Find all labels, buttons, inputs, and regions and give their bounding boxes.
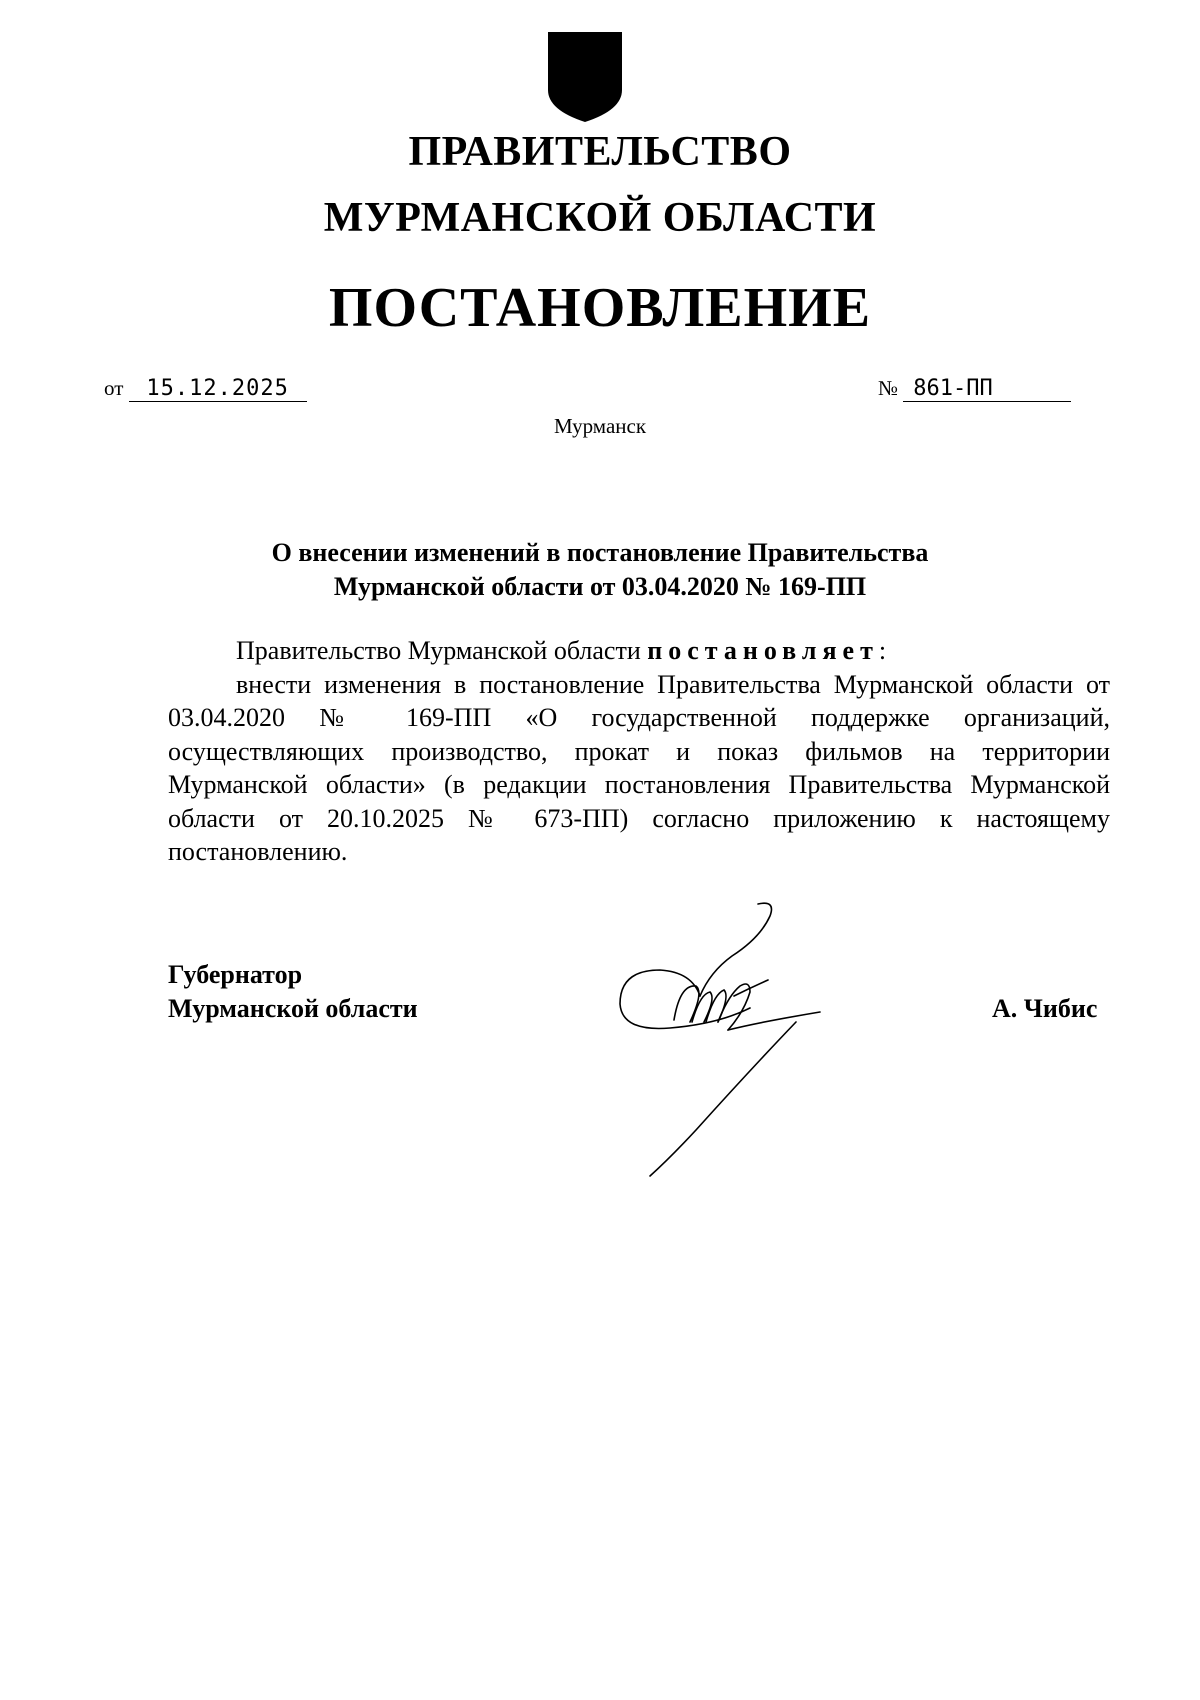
handwritten-signature-icon — [600, 900, 860, 1180]
decree-word: постановляет — [647, 636, 879, 665]
main-paragraph: внести изменения в постановление Правительства Мурманской области от 03.04.2020 № 169-ПП «О государственной поддержке организаций, осуществляющих производство, прокат и показ фильмов на территории Мурманской области» (в редакции постановления Правительства Мурманской области от 20.10.2025 № 673-ПП) согласно приложению к настоящему постановлению. — [168, 669, 1110, 866]
decree-intro: Правительство Мурманской области — [236, 636, 641, 665]
coat-of-arms-icon — [544, 28, 626, 124]
document-subject — [0, 536, 1200, 604]
decree-line — [168, 634, 1110, 668]
government-title-line1: ПРАВИТЕЛЬСТВО — [408, 129, 792, 175]
document-number — [878, 376, 1071, 402]
date-prefix: от — [104, 376, 124, 400]
document-date — [104, 376, 307, 402]
government-title-line2: МУРМАНСКОЙ ОБЛАСТИ — [323, 195, 877, 241]
subject-line1: О внесении изменений в постановление Правительства — [271, 538, 929, 567]
number-prefix: № — [878, 376, 899, 400]
date-value: 15.12.2025 — [129, 377, 307, 402]
signatory-name: А. Чибис — [992, 994, 1098, 1023]
decree-colon: : — [878, 636, 887, 665]
document-body — [168, 634, 1110, 869]
number-value: 861-ПП — [903, 377, 1071, 402]
position-line2: Мурманской области — [168, 994, 418, 1023]
city: Мурманск — [553, 414, 647, 438]
signatory-position — [168, 958, 418, 1026]
document-type-title: ПОСТАНОВЛЕНИЕ — [328, 277, 872, 339]
position-line1: Губернатор — [168, 960, 303, 989]
subject-line2: Мурманской области от 03.04.2020 № 169-ПП — [333, 572, 867, 601]
